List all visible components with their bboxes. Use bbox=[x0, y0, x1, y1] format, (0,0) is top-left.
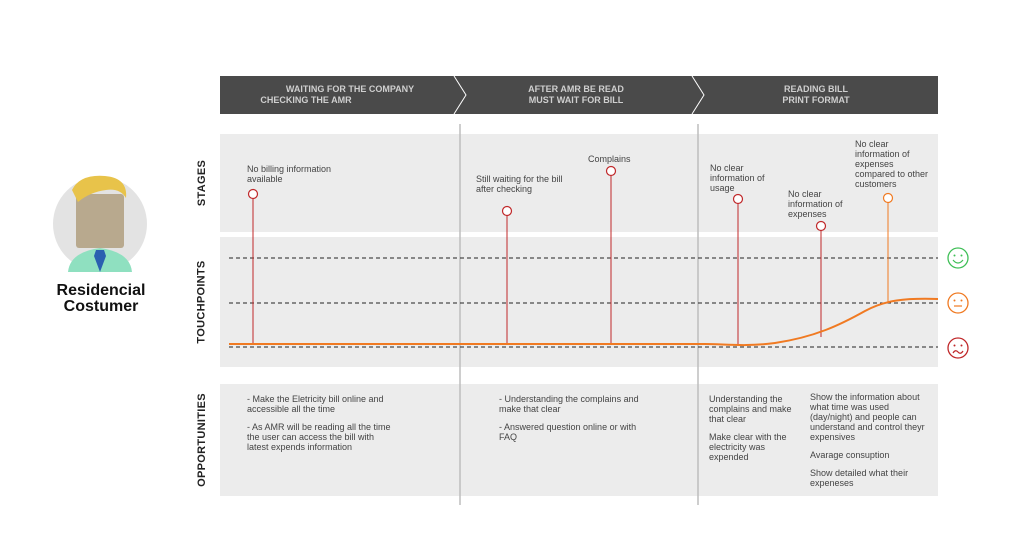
stage-pin-4 bbox=[734, 195, 743, 346]
opportunity-item: - Understanding the complains and make that clear bbox=[499, 394, 639, 414]
opportunity-item: Show detailed what their expeneses bbox=[810, 468, 909, 488]
phase-2-line-2: MUST WAIT FOR BILL bbox=[528, 95, 624, 105]
opportunities-col-3 bbox=[709, 394, 805, 470]
opportunity-item: - Answered question online or with FAQ bbox=[499, 422, 637, 442]
stage-pin-6 bbox=[884, 194, 893, 303]
opportunities-col-2 bbox=[499, 394, 649, 450]
opportunities-col-1 bbox=[247, 394, 397, 460]
opportunities-label: OPPORTUNITIES bbox=[196, 393, 208, 487]
stage-note-6: No clear information of expenses compared to other customers bbox=[855, 139, 929, 189]
stage-pin-5 bbox=[817, 222, 826, 338]
stages-label: STAGES bbox=[196, 159, 208, 207]
stage-note-2: Still waiting for the bill after checking bbox=[476, 174, 563, 194]
stage-pin-1 bbox=[249, 190, 258, 345]
opportunities-col-4 bbox=[810, 392, 928, 496]
touchpoints-label: TOUCHPOINTS bbox=[196, 260, 209, 344]
phase-1-line-2: CHECKING THE AMR bbox=[260, 95, 352, 105]
opportunity-item: Show the information about what time was used (day/night) and people can understand and control theyr expensives bbox=[810, 392, 925, 442]
stage-pin-3 bbox=[607, 167, 616, 345]
stage-note-3: Complains bbox=[588, 154, 631, 164]
opportunity-item: - As AMR will be reading all the time the user can access the bill with latest expends information bbox=[247, 422, 391, 452]
smiley-neutral-icon bbox=[948, 293, 968, 313]
stage-note-1: No billing information available bbox=[247, 164, 332, 184]
opportunity-item: Avarage consuption bbox=[810, 450, 890, 460]
experience-curve bbox=[229, 299, 938, 345]
opportunity-item: Understanding the complains and make that clear bbox=[709, 394, 792, 424]
phase-2-line-1: AFTER AMR BE READ bbox=[528, 84, 624, 94]
opportunity-item: Make clear with the electricity was expended bbox=[709, 432, 787, 462]
stage-note-4: No clear information of usage bbox=[710, 163, 765, 193]
smiley-happy-icon bbox=[948, 248, 968, 268]
phase-3-line-1: READING BILL bbox=[784, 84, 848, 94]
stage-pin-2 bbox=[503, 207, 512, 345]
opportunity-item: - Make the Eletricity bill online and accessible all the time bbox=[247, 394, 384, 414]
stage-note-5: No clear information of expenses bbox=[788, 189, 843, 219]
persona-name: Residencial Costumer bbox=[56, 282, 146, 315]
phase-1-line-1: WAITING FOR THE COMPANY bbox=[285, 84, 415, 94]
phase-3-line-2: PRINT FORMAT bbox=[782, 95, 850, 105]
smiley-sad-icon bbox=[948, 338, 968, 358]
